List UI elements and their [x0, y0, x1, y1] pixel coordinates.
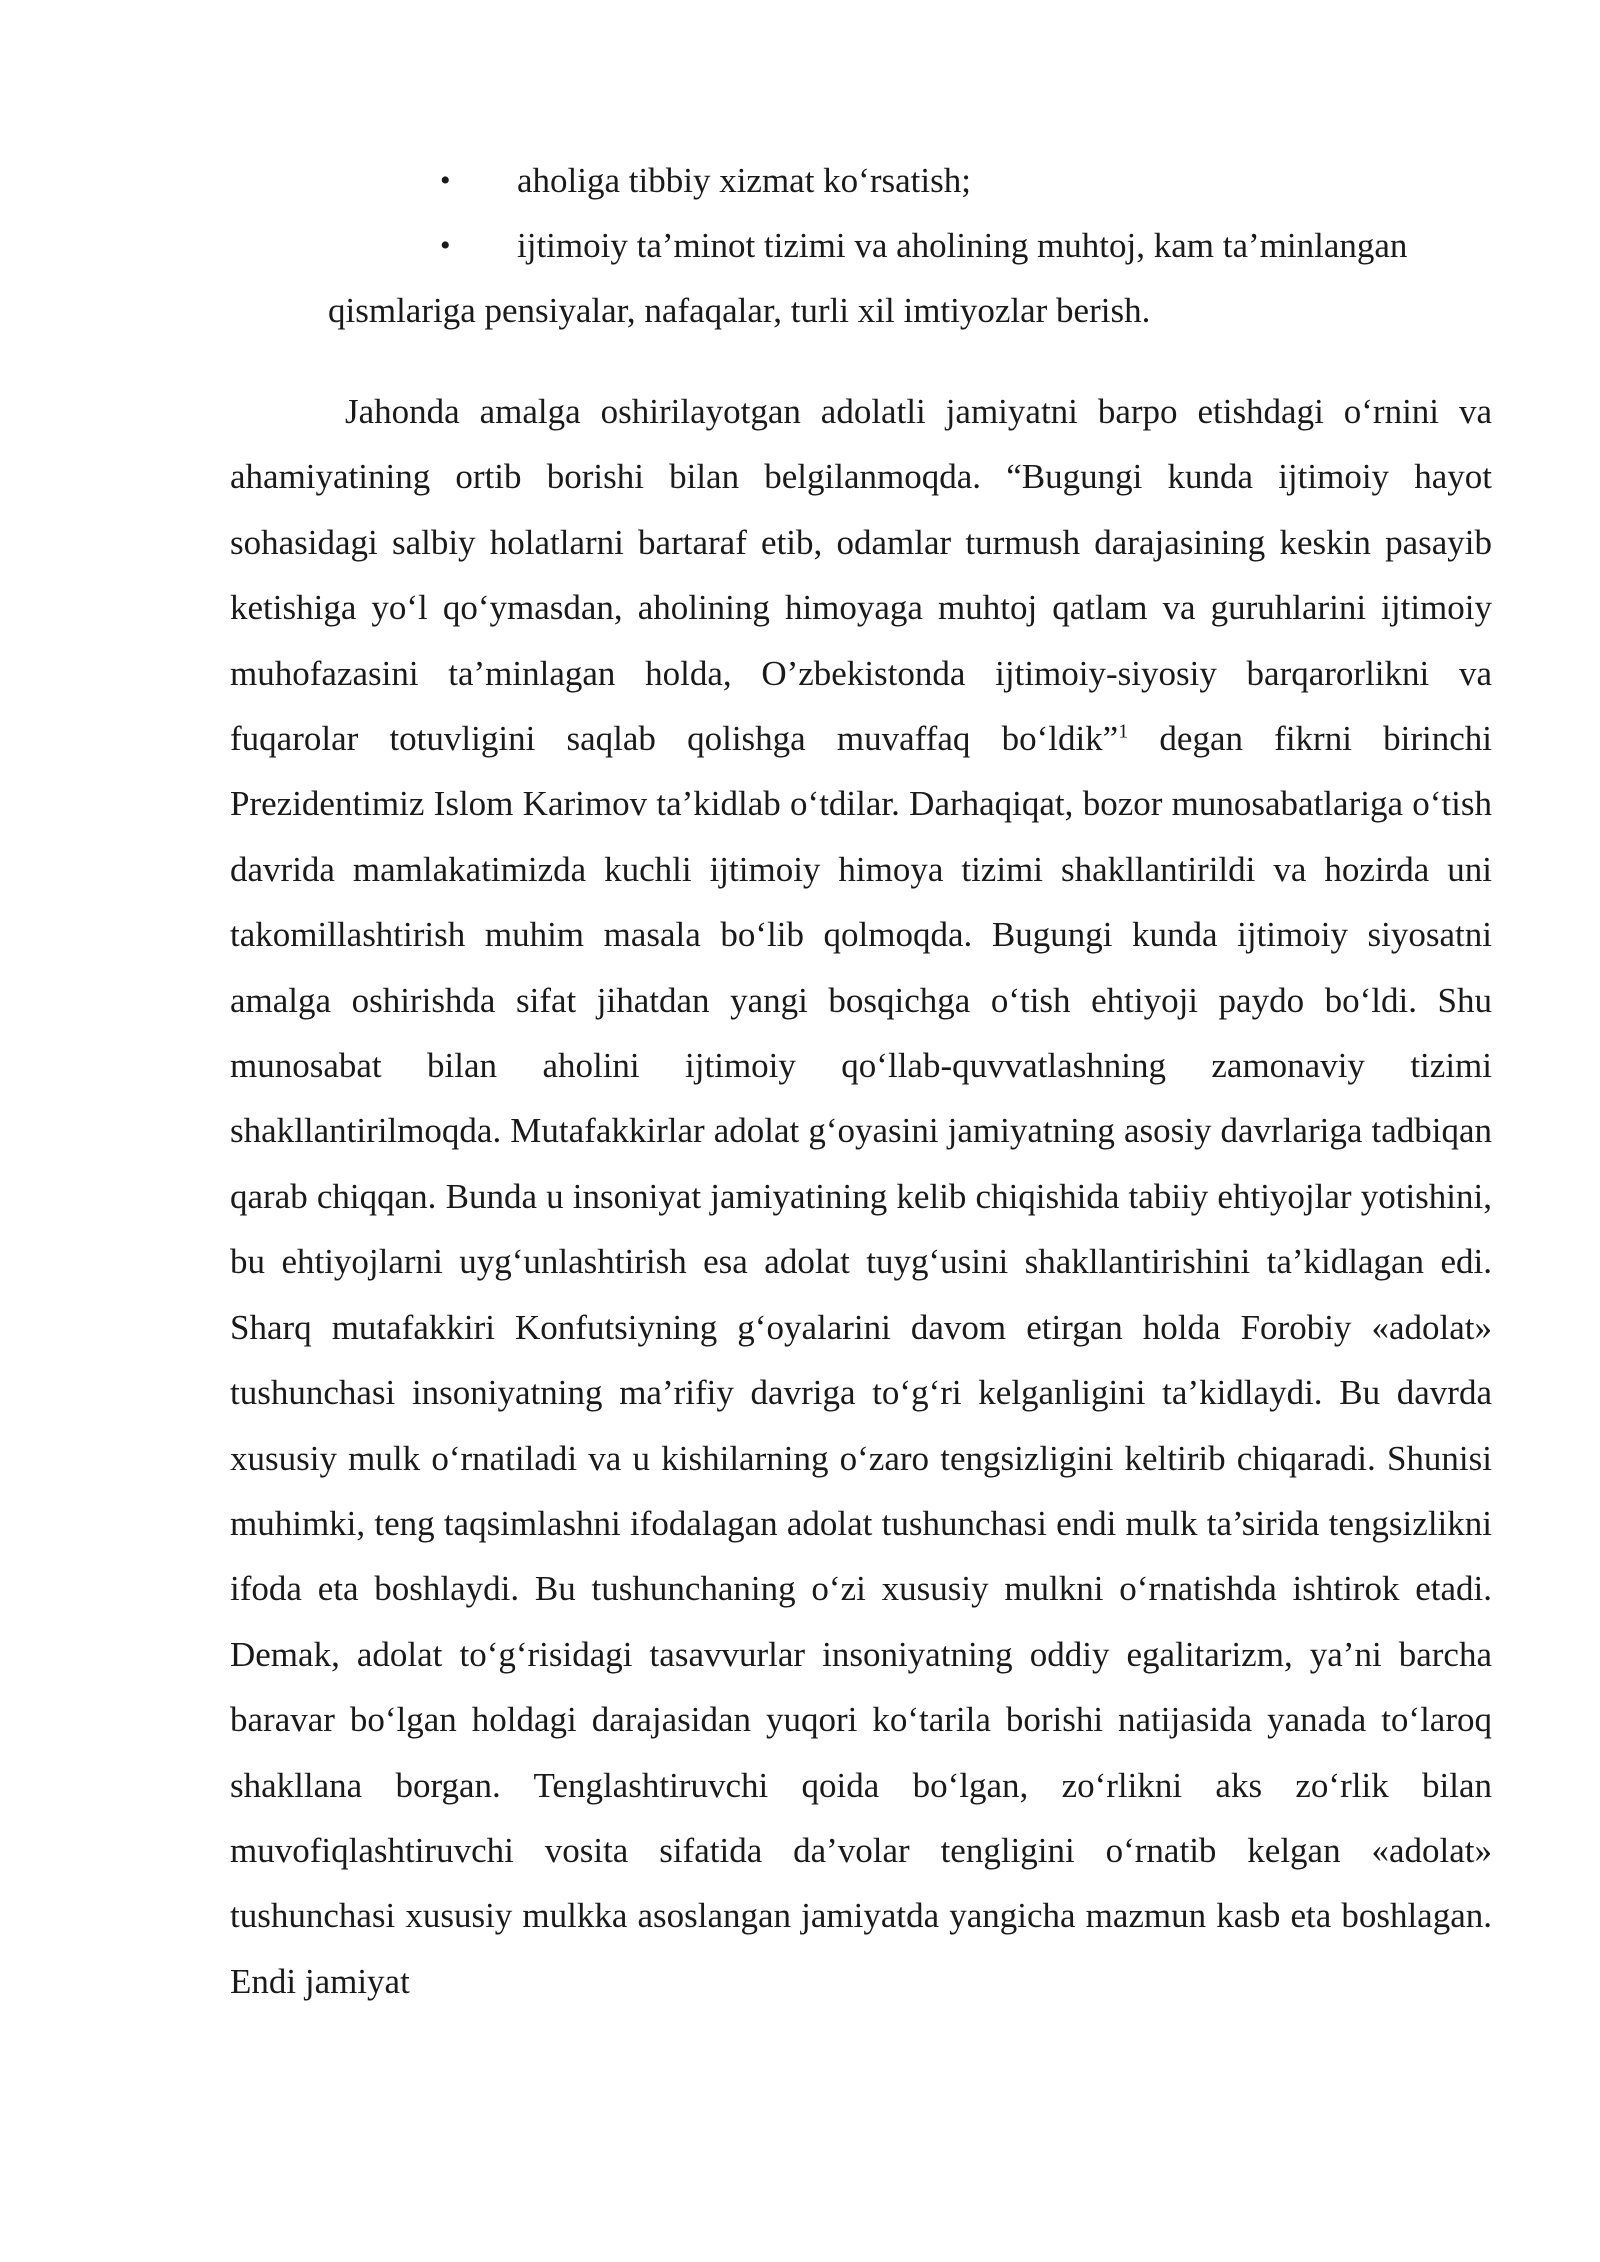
body-paragraph [230, 379, 1492, 2014]
list-item [230, 213, 1492, 343]
paragraph-text-part1: Jahonda amalga oshirilayotgan adolatli jamiyatni barpo etishdagi o‘rnini va ahamiyatining ortib borishi bilan belgilanmoqda. “Bugungi kunda ijtimoiy hayot sohasidagi salbiy holatlarni bartaraf etib, odamlar turmush darajasining keskin pasayib ketishiga yo‘l qo‘ymasdan, aholining himoyaga muhtoj qatlam va guruhlarini ijtimoiy muhofazasini ta’minlagan holda, O’zbekistonda ijtimoiy-siyosiy barqarorlikni va fuqarolar totuvligini saqlab qolishga muvaffaq bo‘ldik” [230, 392, 1492, 759]
document-page [230, 148, 1492, 2014]
bullet-icon: • [440, 229, 451, 262]
bullet-list [230, 148, 1492, 343]
list-item [230, 148, 1492, 213]
paragraph-text-part2: degan fikrni birinchi Prezidentimiz Islom Karimov ta’kidlab o‘tdilar. Darhaqiqat, bozor munosabatlariga o‘tish davrida mamlakatimizda kuchli ijtimoiy himoya tizimi shakllantirildi va hozirda uni takomillashtirish muhim masala bo‘lib qolmoqda. Bugungi kunda ijtimoiy siyosatni amalga oshirishda sifat jihatdan yangi bosqichga o‘tish ehtiyoji paydo bo‘ldi. Shu munosabat bilan aholini ijtimoiy qo‘llab-quvvatlashning zamonaviy tizimi shakllantirilmoqda. Mutafakkirlar adolat g‘oyasini jamiyatning asosiy davrlariga tadbiqan qarab chiqqan. Bunda u insoniyat jamiyatining kelib chiqishida tabiiy ehtiyojlar yotishini, bu ehtiyojlarni uyg‘unlashtirish esa adolat tuyg‘usini shakllantirishini ta’kidlagan edi. Sharq mutafakkiri Konfutsiyning g‘oyalarini davom etirgan holda Forobiy «adolat» tushunchasi insoniyatning ma’rifiy davriga to‘g‘ri kelganligini ta’kidlaydi. Bu davrda xususiy mulk o‘rnatiladi va u kishilarning o‘zaro tengsizligini keltirib chiqaradi. Shunisi muhimki, teng taqsimlashni ifodalagan adolat tushunchasi endi mulk ta’sirida tengsizlikni ifoda eta boshlaydi. Bu tushunchaning o‘zi xususiy mulkni o‘rnatishda ishtirok etadi. Demak, adolat to‘g‘risidagi tasavvurlar insoniyatning oddiy egalitarizm, ya’ni barcha baravar bo‘lgan holdagi darajasidan yuqori ko‘tarila borishi natijasida yanada to‘laroq shakllana borgan. Tenglashtiruvchi qoida bo‘lgan, zo‘rlikni aks zo‘rlik bilan muvofiqlashtiruvchi vosita sifatida da’volar tengligini o‘rnatib kelgan «adolat» tushunchasi xususiy mulkka asoslangan jamiyatda yangicha mazmun kasb eta boshlagan. Endi jamiyat [230, 719, 1492, 2001]
bullet-icon: • [440, 164, 451, 197]
bullet-text: aholiga tibbiy xizmat ko‘rsatish; [517, 161, 971, 200]
bullet-text-continuation: qismlariga pensiyalar, nafaqalar, turli xil imtiyozlar berish. [328, 291, 1151, 330]
footnote-reference[interactable]: 1 [1118, 720, 1129, 743]
bullet-text: ijtimoiy ta’minot tizimi va aholining muhtoj, kam ta’minlangan [517, 226, 1408, 265]
